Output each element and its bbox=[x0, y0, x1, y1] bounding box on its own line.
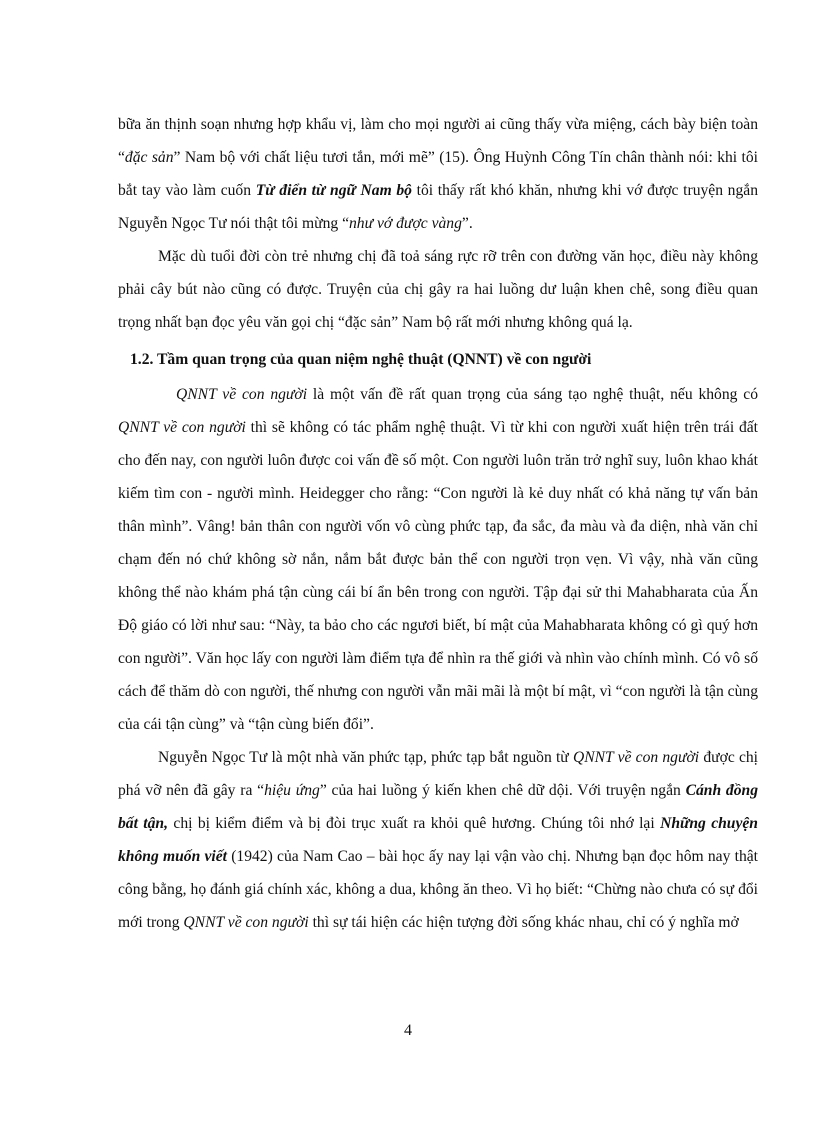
emphasis: QNNT về con người bbox=[572, 749, 700, 766]
paragraph-2: Mặc dù tuổi đời còn trẻ nhưng chị đã toả sáng rực rỡ trên con đường văn học, điều này không phải cây bút nào cũng có được. Truyện của chị gây ra hai luồng dư luận khen chê, song điều quan trọng nhất bạn đọc yêu văn gọi chị “đặc sản” Nam bộ rất mới nhưng không quá lạ. bbox=[118, 248, 758, 331]
page-number: 4 bbox=[404, 1022, 412, 1039]
paragraph-1: bữa ăn thịnh soạn nhưng hợp khẩu vị, làm cho mọi người ai cũng thấy vừa miệng, cách bày biện toàn “đặc sản” Nam bộ với chất liệu tươi tắn, mới mẽ” (15). Ông Huỳnh Công Tín chân thành nói: khi tôi bắt tay vào làm cuốn Từ điển từ ngữ Nam bộ tôi thấy rất khó khăn, nhưng khi vớ được truyện ngắn Nguyễn Ngọc Tư nói thật tôi mừng “như vớ được vàng”. bbox=[118, 116, 758, 232]
emphasis: QNNT về con người bbox=[176, 386, 308, 403]
story-title: Cánh đồng bất tận, bbox=[118, 782, 758, 832]
emphasis: hiệu ứng bbox=[264, 782, 320, 799]
section-heading: 1.2. Tầm quan trọng của quan niệm nghệ thuật (QNNT) về con người bbox=[130, 351, 592, 368]
story-title: Những chuyện không muốn viết bbox=[118, 815, 758, 865]
emphasis: QNNT về con người bbox=[118, 419, 246, 436]
paragraph-4: Nguyễn Ngọc Tư là một nhà văn phức tạp, phức tạp bắt nguồn từ QNNT về con người được chị phá vỡ nên đã gây ra “hiệu ứng” của hai luồng ý kiến khen chê dữ dội. Với truyện ngắn Cánh đồng bất tận, chị bị kiểm điểm và bị đòi trục xuất ra khỏi quê hương. Chúng tôi nhớ lại Những chuyện không muốn viết (1942) của Nam Cao – bài học ấy nay lại vận vào chị. Nhưng bạn đọc hôm nay thật công bằng, họ đánh giá chính xác, không a dua, không ăn theo. Vì họ biết: “Chừng nào chưa có sự đổi mới trong QNNT về con người thì sự tái hiện các hiện tượng đời sống khác nhau, chỉ có ý nghĩa mở bbox=[118, 749, 758, 931]
emphasis: như vớ được vàng bbox=[349, 215, 462, 232]
emphasis: đặc sản bbox=[124, 149, 174, 166]
paragraph-3: QNNT về con người là một vấn đề rất quan trọng của sáng tạo nghệ thuật, nếu không có QNNT về con người thì sẽ không có tác phẩm nghệ thuật. Vì từ khi con người xuất hiện trên trái đất cho đến nay, con người luôn được coi vấn đề số một. Con người luôn trăn trở nghĩ suy, luôn khao khát kiếm tìm con - người mình. Heidegger cho rằng: “Con người là kẻ duy nhất có khả năng tự vấn bản thân mình”. Vâng! bản thân con người vốn vô cùng phức tạp, đa sắc, đa màu và đa diện, nhà văn chỉ chạm đến nó chứ không sờ nắn, nắm bắt được bản thể con người trọn vẹn. Vì vậy, nhà văn cũng không thể nào khám phá tận cùng cái bí ẩn bên trong con người. Tập đại sử thi Mahabharata của Ấn Độ giáo có lời như sau: “Này, ta bảo cho các ngươi biết, bí mật của Mahabharata không có gì quý hơn con người”. Văn học lấy con người làm điểm tựa để nhìn ra thế giới và nhìn vào chính mình. Có vô số cách để thăm dò con người, thế nhưng con người vẫn mãi mãi là một bí mật, vì “con người là tận cùng của cái tận cùng” và “tận cùng biến đổi”. bbox=[118, 386, 758, 733]
book-title: Từ điển từ ngữ Nam bộ bbox=[255, 182, 412, 199]
body-text bbox=[118, 108, 758, 939]
emphasis: QNNT về con người bbox=[183, 914, 309, 931]
